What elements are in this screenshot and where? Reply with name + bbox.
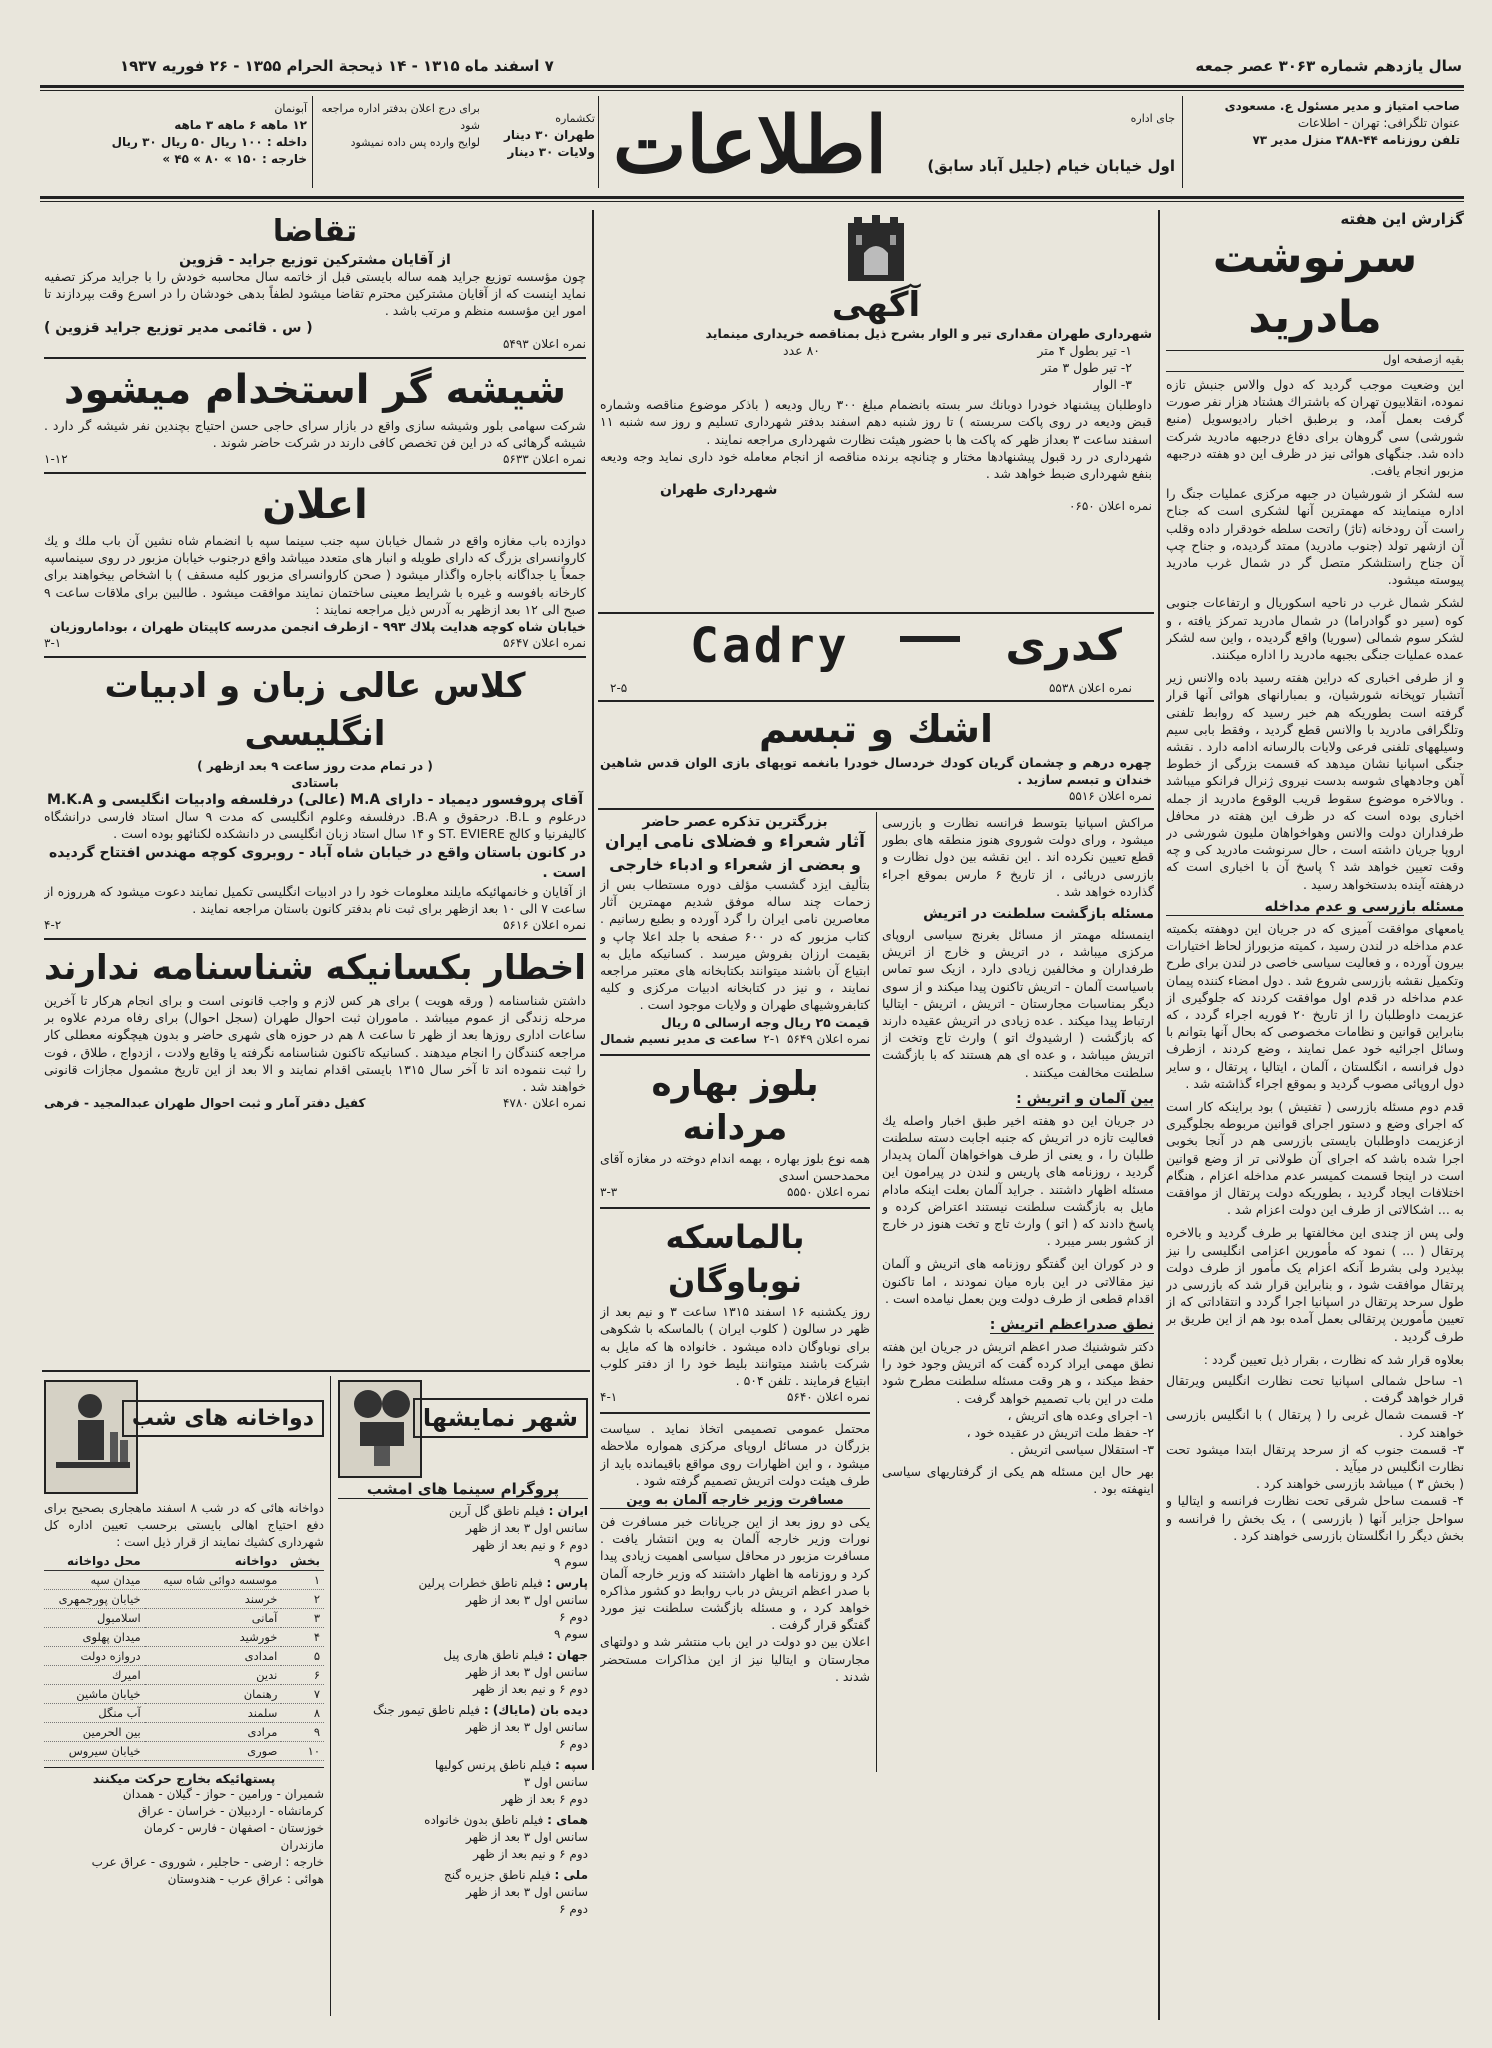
pharmacy-cell: ۱ [281, 1570, 324, 1589]
postal-heading: پستهائیکه بخارج حرکت میکنند [92, 1770, 276, 1786]
issue-info: سال یازدهم شماره ۳۰۶۳ عصر جمعه [1195, 57, 1462, 75]
table-row [44, 1646, 324, 1665]
misc-text: محتمل عمومی تصمیمی اتخاذ نماید . سیاست بزرگان در مسائل اروپای مرکزی همواره ملاحظه میشود ، و این اظهارات روی مواقع باقیمانده باید از طرف هیئت دولت اتریش تصمیم گرفته شود . [600, 1421, 870, 1488]
sub-right-text: مراکش اسپانیا بتوسط فرانسه نظارت و بازرسی میشود ، ورای دولت شوروی هنوز منطقه های بطور قطع تعیین نکرده اند . این نقشه بین دول نظارت و بازرسی دریائی ، از تاریخ ۶ مارس بموقع اجراء گذارده خواهد شد . [882, 815, 1154, 899]
pharmacy-box [44, 1380, 324, 1888]
cinema-name: ایران : [548, 1504, 588, 1518]
announcement-code: ۳-۱ [44, 636, 62, 651]
class-subtitle: ( در تمام مدت روز ساعت ۹ بعد ازظهر ) [197, 759, 433, 774]
blouse-text: همه نوع بلوز بهاره ، بهمه اندام دوخته در مغازه آقای محمدحسن اسدی [600, 1150, 870, 1184]
zone-list-item-1: ۱- ساحل شمالی اسپانیا تحت نظارت انگلیس ویرتقال قرار خواهد گرفت . [1166, 1372, 1464, 1406]
warning-title: اخطار بکسانیکه شناسنامه ندارند [44, 948, 586, 989]
pharmacy-cell: مرادی [145, 1722, 282, 1741]
notice-title: آگهی [831, 285, 921, 325]
masthead-divider-2 [598, 96, 599, 188]
masthead-bottom-rule [40, 196, 1464, 199]
notice-intro: شهرداری طهران مقداری تیر و الوار بشرح ذیل بمناقصه خریداری مینماید [705, 326, 1152, 341]
lit-number: نمره اعلان ۵۶۴۹ [786, 1031, 870, 1046]
subscription-block [45, 100, 307, 168]
pharmacist-illustration [44, 1380, 138, 1494]
announcement-address: خیابان شاه کوچه هدایت پلاك ۹۹۳ - ازطرف انجمن مدرسه کاپیتان طهران ، بوداماروزیان [49, 619, 586, 635]
address-label: جای اداره [1130, 112, 1175, 125]
class-text-2: از آقایان و خانمهائیکه مایلند معلومات خود را در ادبیات انگلیسی تکمیل نمایند دعوت میشود که هرروزه از ساعت ۷ الی ۱۰ بعد ازظهر برای ثبت نام بدفتر کانون باستان مراجعه نمایند . [44, 883, 586, 916]
pharmacy-cell: آمانی [145, 1608, 282, 1627]
announcement-text: دوازده باب مغازه واقع در شمال خیابان سپه جنب سینما سپه با انضمام شاه نشین آن باب ملك و یك کاروانسرای بزرگ که دارای طویله و انبار های متعدد میباشد واقع درجنوب خیابان مزبور در روی سینماسپه جمعاً یا جداگانه باجاره واگذار میشود ( صحن کاروانسرای مزبور کلیه مسقف ) با اشخاص بیخواهند برای کارخانه بافوسه و غیره با شرایط معینی ساختمان نمایند موافقت میشود . طالبین برای ملاقات ساعت ۹ صبح الی ۱۲ بعد ازظهر به آدرس ذیل مراجعه نمایند : [44, 533, 586, 617]
ad-notice-block [320, 100, 480, 151]
cinema-film: فیلم ناطق بدون خانواده [424, 1813, 544, 1827]
class-code: ۴-۲ [44, 918, 62, 933]
cinema-time: سانس اول ۳ بعد از ظهر [466, 1521, 588, 1535]
notice-number: نمره اعلان ۰۶۵۰ [1068, 499, 1152, 514]
madrid-article [1166, 210, 1464, 1544]
sub-periods: ۱۲ ماهه ۶ ماهه ۳ ماهه [174, 118, 307, 132]
pharmacy-cell: آب منگل [44, 1703, 145, 1722]
ball-title: بالماسکه نوباوگان [665, 1218, 805, 1301]
article-para-6: قدم دوم مسئله بازرسی ( تفتیش ) بود براینکه کار است که اجرای وضع و دستور اجرای قوانین مربوطه بجلوگیری ازعزیمت داوطلبان بایستی بازرسی هم در آنجا بخوبی اجرا شده باشد که اجرای آن طولانی تر از وضع قوانین است در اینجا قسمت کمیسر عدم مداخله اعزام ، هنگام اختلافات ایجاد گردید ، بطوریکه دولت پرتقال از موافقت به ... اشکالاتی از طرف این دولت اعزام شد . [1166, 1098, 1464, 1218]
top-rule [40, 85, 1464, 88]
germany-text-2: و در کوران این گفتگو روزنامه های اتریش و آلمان نیز مقالاتی در این باره میان نمودند ، اما تاکنون اقدام قطعی از طرف دولت وین بعمل نیامده است . [882, 1256, 1154, 1306]
cinema-time: سانس اول ۳ [523, 1775, 588, 1789]
film-title: اشك و تبسم [758, 707, 994, 751]
cinema-time: سانس اول ۳ بعد از ظهر [466, 1830, 588, 1844]
cinema-film: فیلم ناطق جزیره گنج [444, 1868, 551, 1882]
class-number: نمره اعلان ۵۶۱۶ [502, 918, 586, 933]
cadry-rule [598, 700, 1154, 702]
lit-subheading-1: آثار شعراء و فضلای نامی ایران [605, 832, 865, 852]
film-projector-icon [344, 1382, 420, 1472]
address-line: اول خیابان خیام (جلیل آباد سابق) [927, 157, 1175, 175]
masthead-title: اطلاعات [612, 100, 888, 191]
pm-point-1: ۱- اجرای وعده های اتریش ، [1007, 1407, 1154, 1423]
cinema-entry [338, 1757, 588, 1808]
municipal-notice [600, 215, 1152, 515]
pharmacy-cell: دروازه دولت [44, 1646, 145, 1665]
pharmacy-header-district: بخش [281, 1552, 324, 1571]
demand-number: نمره اعلان ۵۴۹۳ [502, 336, 586, 351]
film-ad [600, 704, 1152, 805]
film-rule [598, 808, 1154, 810]
continued-note: بقیه ازصفحه اول [1383, 352, 1464, 366]
cinema-time: سوم ۹ [554, 1555, 588, 1569]
pharmacy-header-name: دواخانه [145, 1552, 282, 1571]
price-provinces: ولایات ۳۰ دینار [507, 145, 595, 159]
pharmacy-cell: خیابان پورجمهری [44, 1589, 145, 1608]
column-rule-left [592, 210, 594, 1770]
cinema-time: دوم ۶ [559, 1902, 588, 1916]
pharmacy-cell: ۳ [281, 1608, 324, 1627]
pharmacy-cell: رهنمان [145, 1684, 282, 1703]
cinema-time: دوم ۶ [559, 1737, 588, 1751]
pm-end: بهر حال این مسئله هم یکی از گرفتاریهای سیاسی اینهفته بود . [882, 1463, 1154, 1496]
lit-heading: بزرگترین تذکره عصر حاضر [642, 814, 828, 830]
postal-line-4: مازندران [280, 1837, 324, 1852]
demand-title: تقاضا [272, 214, 358, 249]
ad-notice-2: لوایح وارده پس داده نمیشود [350, 136, 480, 149]
cadry-dash [900, 636, 960, 642]
article-para-3: لشکر شمال غرب در ناحیه اسکوریال و ارتفاعات جنوبی کوه (سیر دو گوادراما) در شمال مادرید تمرکز یافته ، و لشکر سوم شمالی (سوریا) واقع گردیده ، واین سه لشکر عمده عملیات جنگی بجبهه مادرید را اداره میکنند. [1166, 595, 1464, 663]
pm-heading: نطق صدراعظم اتریش : [989, 1317, 1154, 1334]
ball-number: نمره اعلان ۵۶۴۰ [786, 1390, 870, 1405]
pharmacy-intro: دواخانه هائی که در شب ۸ اسفند ماهجاری بصحیح برای دفع احتیاج اهالی بایستی برحسب تعیین اداره کل شهرداری کشیك نمایند از قرار ذیل است : [44, 1501, 324, 1550]
announcement-number: نمره اعلان ۵۶۴۷ [502, 636, 586, 651]
cinema-entry [338, 1647, 588, 1698]
class-place: در کانون باستان واقع در خیابان شاه آباد - روبروی کوچه مهندس افتتاح گردیده است . [49, 844, 586, 881]
cinema-logo-text: شهر نمایشها [413, 1398, 588, 1438]
postal-line-3: خوزستان - اصفهان - فارس - کرمان [143, 1820, 324, 1835]
demand-text: چون مؤسسه توزیع جراید همه ساله بایستی قبل از خاتمه سال محاسبه خودش را با جراید مرکز تصفیه نماید اینست که از آقایان مشترکین محترم تقاضا میشود لطفاً بدهی خودشان را در اسرع وقت بپردازند تا امور این مؤسسه منظم و مرتب باشد . [44, 269, 586, 319]
cadry-ad [600, 618, 1152, 698]
cinema-box [338, 1380, 588, 1922]
pharmacy-cell: ۸ [281, 1703, 324, 1722]
article-headline: سرنوشت مادرید [1212, 232, 1418, 343]
germany-heading: بین آلمان و اتریش : [1016, 1090, 1154, 1107]
pharmacy-cell: امدادی [145, 1646, 282, 1665]
subhead-inspection: مسئله بازرسی و عدم مداخله [1166, 899, 1464, 916]
cinema-time: سانس اول ۳ بعد از ظهر [466, 1665, 588, 1679]
notice-emblem [600, 215, 1152, 285]
cinema-entry [338, 1575, 588, 1643]
glass-number: نمره اعلان ۵۶۳۳ [502, 452, 586, 467]
glass-code: ۱-۱۲ [44, 452, 68, 467]
pharmacy-logo-text: دواخانه های شب [122, 1400, 324, 1437]
warning-text: داشتن شناسنامه ( ورقه هویت ) برای هر کس لازم و واجب قانونی است و برای انجام هرکار تا آخرین مرحله زندگی از عموم میباشد . ماموران ثبت احوال طهران (سجل احوال) برای رفاه مردم علاوه بر ساعات اداری روزها بعد از ظهر تا ساعت ۸ هم در حوزه های شهری حاضر و بدون هیچگونه معطلی کار مراجعه کنندگان را انجام میدهند . کسانیکه تاکنون شناسنامه نگرفته یا وقایع ولادت ، ازدواج ، طلاق ، فوت را ثبت ننموده اند تا آخر سال ۱۳۱۵ بایستی اقدام نمایند و الا بعد از این تاریخ مشمول مجازات قانونی خواهند شد . [44, 993, 586, 1095]
glass-title: شیشه گر استخدام میشود [63, 366, 567, 413]
cinema-time: دوم ۶ [559, 1610, 588, 1624]
cinema-entry [338, 1867, 588, 1918]
cadry-code: ۲-۵ [610, 681, 628, 695]
pharmacy-cell: خیابان سیروس [44, 1741, 145, 1760]
zone-list-item-3: ۳- قسمت جنوب که از سرحد پرتقال ابتدا میشود تحت نظارت انگلیس در میآید . [1166, 1441, 1464, 1474]
cinema-name: ملی : [554, 1868, 588, 1882]
warning-signature: کفیل دفتر آمار و ثبت احوال طهران عبدالمجید - فرهی [44, 1096, 366, 1111]
pharmacy-cell: ندین [145, 1665, 282, 1684]
cinema-time: دوم ۶ و نیم بعد از ظهر [473, 1682, 588, 1696]
minister-text: یکی دو روز بعد از این جریانات خبر مسافرت فن نورات وزیر خارجه آلمان به وین انتشار یافت . مسافرت مزبور در محافل سیاسی اهمیت زیادی پیدا کرد و روزنامه ها اظهار داشتند که وزیر خارجه آلمان با صدر اعظم اتریش در باب روابط دو کشور مذاکره خواهد کرد ، و مسئله بازگشت سلطنت نیز مورد گفتگو قرار گرفت . [600, 1514, 870, 1633]
table-row [44, 1589, 324, 1608]
pharmacy-cell: صوری [145, 1741, 282, 1760]
pm-text: دکتر شوشنیك صدر اعظم اتریش در جریان این هفته نطق مهمی ایراد کرده گفت که اتریش وجود خود را حفظ میکند ، و هر وقت مسئله سلطنت مطرح شود ملت در این باب تصمیم خواهد گرفت . [882, 1339, 1154, 1406]
austria-heading: مسئله بازگشت سلطنت در اتریش [923, 906, 1154, 923]
cinema-time: سانس اول ۳ بعد از ظهر [466, 1593, 588, 1607]
article-para-7: ولی پس از چندی این مخالفتها بر طرف گردید و بالاخره پرتقال ( ... ) نمود که مأمورین اعزامی انگلیسی را نیز بپذیرد ولی بشرط آنکه اعزام یک مأمور از طرف دولت پرتقال موافقت شود ، و بنابراین قرار شد که بازرسی در طول سرحد پرتقال در اسپانیا اجرا گردد و انتقاداتی که از تعیین مأمورین پرتقالی بعمل آمده بود هم از این طریق بر طرف گردید . [1166, 1225, 1464, 1344]
mid-left-subcolumn [600, 814, 870, 1685]
projector-illustration [338, 1380, 422, 1478]
class-title: کلاس عالی زبان و ادبیات انگلیسی [104, 666, 526, 755]
cinema-name: سپه : [555, 1758, 588, 1772]
table-row [44, 1627, 324, 1646]
warning-number: نمره اعلان ۴۷۸۰ [502, 1096, 586, 1111]
cinema-name: دیده بان (مایاك) : [483, 1703, 588, 1717]
pharmacy-cell: خیابان ماشین [44, 1684, 145, 1703]
zone-list-item-4: ( بخش ۳ ) میباشد بازرسی خواهند کرد . [1255, 1476, 1464, 1492]
pharmacy-cell: سلمند [145, 1703, 282, 1722]
castle-emblem-icon [844, 215, 908, 285]
owner-line: صاحب امتیاز و مدیر مسئول ع. مسعودی [1224, 99, 1460, 113]
notice-body-2: شهرداری در رد قبول پیشنهادها مختار و چنانچه برنده مناقصه از انجام معامله خود داری نماید وجه ودیعه بنفع شهرداری ضبط خواهد شد . [600, 448, 1152, 482]
pharmacy-cell: ۴ [281, 1627, 324, 1646]
masthead-address-block [890, 110, 1175, 175]
article-para-1: این وضعیت موجب گردید که دول والاس جنبش تازه نموده، انقلابیون تهران که باشتراك هشتاد هزار نفر صورت گرفت بعمل آمد، و برطبق اخبار رادیوسویل (منبع شورشی) سی گروهان برای دفاع درجبهه مادرید شرکت داده شد. جنگهای هوائی نیز در ظرف این دو هفته درجبهه مزبور انجام یافت. [1166, 377, 1464, 479]
pharmacy-cell: ۱۰ [281, 1741, 324, 1760]
left-column [44, 212, 586, 1112]
masthead-right-block [1195, 98, 1460, 149]
table-row [44, 1722, 324, 1741]
article-para-4: و از طرفی اخباری که دراین هفته رسید باده والانس زیر آتشبار توپخانه شورشیان، و بمبارانهای هوائی آنها قرار گرفته است بطوریکه هم خبر رسید که روابط تلفنی وتلگرافی مادرید با والانس قطع گردید ، وفقط بابی سیم وسیلههای تلفنی فرعی ولایات بالرسانه ادامه دارد . نقشه جنگی اسپانیا نشان میدهد که قسمت بزرگی از خطوط آهن وجادههای شوسه بدست نیروی ژنرال فرانکو میباشد . وبالاخره موضوع سقوط قریب الوقوع مادرید از جمله اخباری بوده است که در ظرف این هفته در محافل طرفداران دولت والانس وهواخواهان ملیون شورشی در اروپا جریان داشته است ، حال سرنوشت مادرید کی و چه وقت تعیین خواهد شد ؟ پاسخ آن با اخباری است که درهفته آینده بدستخواهد رسید . [1166, 670, 1464, 892]
postal-line-1: شمیران - ورامین - حواز - گیلان - همدان [122, 1786, 324, 1801]
cinema-film: فیلم ناطق تیمور جنگ [372, 1703, 480, 1717]
cinema-entry [338, 1503, 588, 1571]
austria-text: اینمسئله مهمتر از مسائل بغرنج سیاسی اروپای مرکزی میباشد ، در اتریش و خارج از اتریش طرفداران و مخالفین زیادی دارد ، ازیک سو تماس باسیاست آلمان - اتریش تاکنون پیدا میکند و از سوی دیگر بمناسبات مجارستان - اتریش ، اتریش - ایتالیا ارتباط پیدا میکند . عده زیادی در اتریش عقیده دارند که بازگشت ( ارشیدوك اتو ) وارث تاج وتخت از اتریش میباشد ، و عده ای هم هستند که با بازگشت سلطنت مخالفت میکنند . [882, 927, 1154, 1080]
masthead-divider [1182, 96, 1183, 188]
phone-line: تلفن روزنامه ۴۴-۳۸۸ منزل مدیر ۷۳ [1252, 133, 1460, 147]
pharmacy-cell: ۶ [281, 1665, 324, 1684]
top-rule-thin [40, 90, 1464, 91]
single-copy-label: تکشماره [555, 112, 595, 125]
lit-subheading-2: و بعضی از شعراء و ادباء خارجی [609, 855, 861, 874]
pm-point-3: ۳- استقلال سیاسی اتریش . [1010, 1442, 1154, 1458]
cinema-time: دوم ۶ و نیم بعد از ظهر [473, 1847, 588, 1861]
mid-right-subcolumn [882, 814, 1154, 1497]
sub-domestic: داخله : ۱۰۰ ریال ۵۰ ریال ۳۰ ریال [111, 135, 307, 149]
postal-line-2: کرمانشاه - اردبیلان - خراسان - عراق [137, 1803, 324, 1818]
demand-signature: ( س . قائمی مدیر توزیع جراید قزوین ) [44, 319, 313, 336]
class-teacher: آقای پروفسور دیمیاد - دارای M.A (عالی) درفلسفه وادبیات انگلیسی و M.K.A [46, 792, 584, 809]
subscription-label: آبونمان [274, 102, 307, 115]
date-line: ۷ اسفند ماه ۱۳۱۵ - ۱۴ ذیحجة الحرام ۱۳۵۵ - ۲۶ فوریه ۱۹۳۷ [120, 57, 554, 75]
notice-item-2: ۲- تیر طول ۳ متر [1041, 360, 1132, 376]
bottom-divider [330, 1376, 331, 2016]
postal-line-5: خارجه : ارضی - حاجلیر ، شوروی - عراق عرب [91, 1854, 324, 1869]
blouse-code: ۳-۳ [600, 1185, 618, 1200]
cinema-name: جهان : [547, 1648, 588, 1662]
masthead-bottom-rule-thin [40, 201, 1464, 202]
pharmacy-cell: ۵ [281, 1646, 324, 1665]
table-row [44, 1570, 324, 1589]
table-row [44, 1665, 324, 1684]
blouse-number: نمره اعلان ۵۵۵۰ [786, 1185, 870, 1200]
article-para-2: سه لشکر از شورشیان در جبهه مرکزی عملیات جنگ را اداره مینمایند که مهمترین آنها لشکری است که جناح راست آن رودخانه (تاژ) راتحت سلطه خودقرار داده وقلب آن ازشهر تولد (جنوب مادرید) ممتد گردیده، و جناح چپ آن جناح راستلشکر متصل گر در شمال غرب مادرید پیوسته میشود. [1166, 486, 1464, 588]
price-tehran: طهران ۳۰ دینار [503, 128, 595, 142]
pharmacy-header-location: محل دواخانه [44, 1552, 145, 1571]
cinema-time: سانس اول ۳ بعد از ظهر [466, 1885, 588, 1899]
notice-rule [598, 612, 1154, 614]
pharmacy-cell: اسلامبول [44, 1608, 145, 1627]
cinema-film: فیلم ناطق پرنس کولیها [434, 1758, 552, 1772]
film-number: نمره اعلان ۵۵۱۶ [1068, 789, 1152, 804]
cinema-time: دوم ۶ و نیم بعد از ظهر [473, 1538, 588, 1552]
cinema-time: سانس اول ۳ بعد از ظهر [466, 1720, 588, 1734]
class-text: درعلوم و B.L. درحقوق و B.A. درفلسفه وعلوم انگلیسی که مدت ۹ سال استاد فارسی درانشگاه کالیفرنیا و کالج ST. EVIERE و ۱۴ سال استاد زبان انگلیسی در دانشکده لکنائهو بوده است . [44, 809, 586, 842]
lit-agent: ساعت ی مدیر نسیم شمال [600, 1031, 758, 1046]
cinema-time: سوم ۹ [554, 1627, 588, 1641]
glass-text: شرکت سهامی بلور وشیشه سازی واقع در بازار سرای حاجی حسن احتیاج بچندین نفر شیشه گر دارد . شیشه گرهائی که در این فن تخصص کافی دارند در شرکت حاضر شوند . [44, 417, 586, 450]
class-subtitle-2: باستادی [291, 776, 339, 791]
cinema-film: فیلم ناطق خطرات پرلین [418, 1576, 543, 1590]
article-kicker: گزارش این هفته [1340, 210, 1464, 228]
left-bottom-rule [42, 1370, 590, 1372]
pm-point-2: ۲- حفظ ملت اتریش در عقیده خود ، [966, 1425, 1154, 1441]
pharmacy-cell: موسسه دوائی شاه سیه [145, 1570, 282, 1589]
film-text: چهره درهم و چشمان گریان کودك خردسال خودرا بانغمه توپهای بازی الوان قدس شاهین خندان و تبسم سازید . [600, 755, 1152, 788]
sub-foreign: خارجه : ۱۵۰ » ۸۰ » ۴۵ » [162, 152, 307, 166]
ball-text: روز یکشنبه ۱۶ اسفند ۱۳۱۵ ساعت ۳ و نیم بعد از ظهر در سالون ( کلوب ایران ) بالماسکه با شکوهی برای نوباوگان داده میشود . خانواده ها که مایل به شرکت باشند میتوانند بلیط خود را از دفتر کلوب ابتیاع فرمایند . تلفن ۵۰۴ . [600, 1304, 870, 1389]
zone-list-item-2: ۲- قسمت شمال غربی را ( پرتقال ) با انگلیس بازرسی خواهند کرد . [1166, 1407, 1464, 1440]
table-row [44, 1684, 324, 1703]
pharmacy-cell: ۹ [281, 1722, 324, 1741]
notice-body: داوطلبان پیشنهاد خودرا دوبانك سر بسته بانضمام مبلغ ۳۰۰ ریال ودیعه ( باذکر موضوع مناقصه وشماره قبض ودیعه در روی پاکت سربسته ) تا روز شنبه دهم اسفند بدفتر شهرداری تسلیم و روز سه شنبه ۱۱ اسفند ساعت ۳ بعداز ظهر که پاکت ها با حضور هیئت نظارت شهرداری مراجعه نمایند . [600, 397, 1152, 447]
notice-item-3: ۳- الوار [1093, 377, 1132, 393]
column-rule-right [1158, 210, 1160, 2020]
table-row [44, 1741, 324, 1760]
cadry-number: نمره اعلان ۵۵۳۸ [1048, 681, 1132, 695]
pharmacy-cell: میدان پهلوی [44, 1627, 145, 1646]
cinema-name: پارس : [546, 1576, 588, 1590]
pharmacy-cell: ۷ [281, 1684, 324, 1703]
cadry-latin: Cadry [690, 618, 850, 674]
germany-text: در جریان این دو هفته اخیر طبق اخبار واصله یك فعالیت تازه در اتریش که جنبه اجابت دسته سلطنت طلبان را ، و یعنی از طرف هواخواهان آلمان پدیدار گردید ، روزنامه های پاریس و لندن در پیرامون این مسئله اظهار داشتند . جراید آلمان بعلت اینکه مادام مایل به بازگشت سلطنت نیستند اعتراض کرده و پاسخ دادند که ( اتو ) وارث تاج و تخت هنوز در خارج از کشور بسر میبرد . [882, 1112, 1154, 1249]
cadry-persian: کدری [1005, 620, 1122, 671]
lit-code: ۲-۱ [763, 1031, 781, 1046]
pharmacy-cell: میدان سپه [44, 1570, 145, 1589]
notice-signature: شهرداری طهران [660, 482, 778, 499]
pharmacy-cell: بین الحرمین [44, 1722, 145, 1741]
table-row [44, 1608, 324, 1627]
pharmacy-cell: امیرك [44, 1665, 145, 1684]
masthead-divider-3 [312, 96, 313, 188]
pharmacy-cell: ۲ [281, 1589, 324, 1608]
article-para-5: یامعهای موافقت آمیزی که در جریان این دوهفته بکمیته عدم مداخله در لندن رسید ، کمیته مزبوراز لحاظ اختیارات بیرون آورده ، و فعالیت سیاسی خاصی در لندن برای طرح وتکمیل نقشه بازرسی شروع شد . دول امضاء کننده پیمان عدم مداخله در قدم اول موافقت کردند که جلوگیری از عزیمت داوطلبان را از تاریخ ۲۰ فوریه اجراء گردد ، که بنابراین قوانین و نظامات مخصوصی که بحال آنها بتوانم با وسائل اجرائیه خود عمل نمایند ، وضع کردند ، ازطرف دول فرانسه ، انگلستان ، آلمان ، ایتالیا ، پرتقال ، و سایر دول اروپائی مصوب گردید و بموقع اجراء گذاشته شد . [1166, 920, 1464, 1091]
notice-qty: ۸۰ عدد [783, 343, 820, 359]
cinema-film: فیلم ناطق گل آرین [449, 1504, 545, 1518]
mid-subcolumn-rule [876, 812, 877, 1772]
cinema-entry [338, 1702, 588, 1753]
table-row [44, 1703, 324, 1722]
cinema-time: دوم ۶ بعد از ظهر [501, 1792, 588, 1806]
telegraph-line: عنوان تلگرافی: تهران - اطلاعات [1297, 116, 1460, 130]
cinema-film: فیلم ناطق هاری پیل [443, 1648, 544, 1662]
cinema-entry [338, 1812, 588, 1863]
blouse-title: بلوز بهاره مردانه [651, 1063, 819, 1148]
postal-line-6: هوائی : عراق عرب - هندوستان [167, 1871, 324, 1886]
lit-price: قیمت ۲۵ ریال وجه ارسالی ۵ ریال [661, 1014, 870, 1030]
pharmacy-table [44, 1552, 324, 1761]
notice-item-1: ۱- تیر بطول ۴ متر [1037, 343, 1132, 359]
lit-text: بتألیف ایزد گشسب مؤلف دوره مستطاب بس از زحمات چند ساله موفق شدیم مهمترین آثار معاصرین نامی ایران را گرد آورده و بطبع رسانیم . کتاب مزبور که در ۶۰۰ صفحه با جلد اعلا چاپ و بقیمت ارزان بفروش میرسد . کسانیکه مایل به ابتیاع آن باشند میتوانند بکتابخانه های معتبر مراجعه نمایند ، و نیز در کتابخانه ادبیات مرکزی و کلیه کتابفروشیهای طهران و ولایات موجود است . [600, 877, 870, 1013]
zone-list-item-5: ۴- قسمت ساحل شرقی تحت نظارت فرانسه و ایتالیا و سواحل جزایر آنها ( بازرسی ) ، یک بخش را فرانسه و بخش دیگر را انگلستان بازرسی خواهند کرد . [1166, 1493, 1464, 1543]
minister-text-2: اعلان بین دو دولت در این باب منتشر شد و دولتهای مجارستان و ایتالیا نیز از این مذاکرات مستحضر شدند . [600, 1634, 870, 1684]
announcement-title: اعلان [262, 482, 368, 529]
list-intro: بعلاوه قرار شد که نظارت ، بقرار ذیل تعیین گردد : [1203, 1351, 1464, 1367]
cinema-name: همای : [547, 1813, 588, 1827]
cinema-program-title: پروگرام سینما های امشب [338, 1480, 588, 1499]
pharmacy-cell: خرسند [145, 1589, 282, 1608]
demand-subtitle: از آقایان مشترکین توزیع جراید - قزوین [179, 252, 451, 268]
ball-code: ۴-۱ [600, 1390, 618, 1405]
pharmacy-cell: خورشید [145, 1627, 282, 1646]
minister-heading: مسافرت وزیر خارجه آلمان به وین [600, 1493, 870, 1509]
ad-notice: برای درج اعلان بدفتر اداره مراجعه شود [321, 102, 480, 132]
